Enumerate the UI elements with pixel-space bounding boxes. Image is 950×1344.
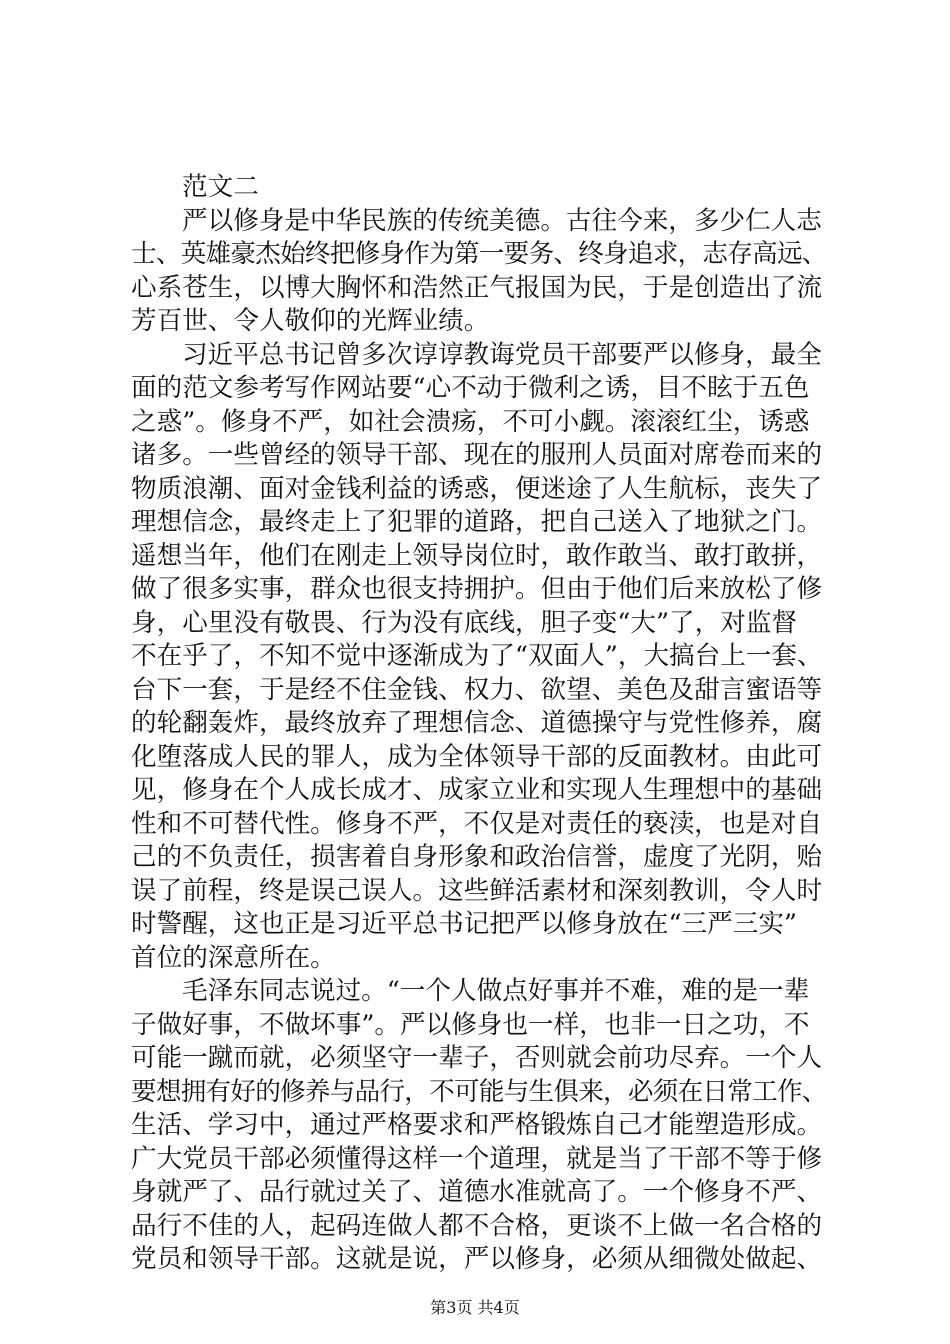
text-line: 遥想当年，他们在刚走上领导岗位时，敢作敢当、敢打敢拼，	[131, 540, 823, 571]
text-line: 严以修身是中华民族的传统美德。古往今来，多少仁人志	[182, 205, 822, 236]
text-line: 面的范文参考写作网站要“心不动于微利之诱，目不眩于五色	[131, 373, 810, 403]
text-line: 性和不可替代性。修身不严，不仅是对责任的亵渎，也是对自	[131, 808, 823, 839]
text-line: 士、英雄豪杰始终把修身作为第一要务、终身追求，志存高远、	[131, 239, 827, 269]
text-line: 见，修身在个人成长成才、成家立业和实现人生理想中的基础	[131, 775, 823, 805]
text-line: 党员和领导干部。这就是说，严以修身，必须从细微处做起、	[131, 1244, 823, 1274]
text-line: 生活、学习中，通过严格要求和严格锻炼自己才能塑造形成。	[131, 1110, 823, 1140]
document-body	[131, 171, 827, 1277]
text-line: 时警醒，这也正是习近平总书记把严以修身放在“三严三实”	[131, 909, 798, 939]
text-line: 误了前程，终是误己误人。这些鲜活素材和深刻教训，令人时	[131, 875, 823, 906]
text-line: 首位的深意所在。	[131, 942, 336, 973]
text-line: 台下一套，于是经不住金钱、权力、欲望、美色及甜言蜜语等	[131, 674, 823, 705]
text-line: 心系苍生，以博大胸怀和浩然正气报国为民，于是创造出了流	[131, 272, 823, 303]
text-line: 诸多。一些曾经的领导干部、现在的服刑人员面对席卷而来的	[131, 440, 823, 470]
text-line: 毛泽东同志说过。“一个人做点好事并不难，难的是一辈	[182, 976, 810, 1006]
text-line: 子做好事，不做坏事”。严以修身也一样，也非一日之功，不	[131, 1009, 810, 1040]
text-line: 不在乎了，不知不觉中逐渐成为了“双面人”，大搞台上一套、	[131, 641, 823, 671]
text-line: 的轮翻轰炸，最终放弃了理想信念、道德操守与党性修养，腐	[131, 708, 823, 738]
text-line: 芳百世、令人敬仰的光辉业绩。	[131, 306, 490, 336]
text-line: 身，心里没有敬畏、行为没有底线，胆子变“大”了，对监督	[131, 607, 798, 638]
text-line: 之惑”。修身不严，如社会溃疡，不可小觑。滚滚红尘，诱惑	[131, 406, 810, 437]
text-line: 化堕落成人民的罪人，成为全体领导干部的反面教材。由此可	[131, 741, 823, 772]
text-line: 理想信念，最终走上了犯罪的道路，把自己送入了地狱之门。	[131, 507, 823, 537]
page-number-footer: 第3页 共4页	[430, 1298, 520, 1317]
text-line: 可能一蹴而就，必须坚守一辈子，否则就会前功尽弃。一个人	[131, 1043, 823, 1073]
text-line: 范文二	[182, 172, 259, 202]
text-line: 品行不佳的人，起码连做人都不合格，更谈不上做一名合格的	[131, 1210, 823, 1241]
text-line: 己的不负责任，损害着自身形象和政治信誉，虚度了光阴，贻	[131, 842, 823, 872]
text-line: 身就严了、品行就过关了、道德水准就高了。一个修身不严、	[131, 1177, 823, 1207]
text-line: 做了很多实事，群众也很支持拥护。但由于他们后来放松了修	[131, 574, 823, 604]
text-line: 广大党员干部必须懂得这样一个道理，就是当了干部不等于修	[131, 1143, 823, 1174]
text-line: 物质浪潮、面对金钱利益的诱惑，便迷途了人生航标，丧失了	[131, 473, 823, 504]
text-line: 习近平总书记曾多次谆谆教诲党员干部要严以修身，最全	[182, 339, 822, 370]
text-line: 要想拥有好的修养与品行，不可能与生俱来，必须在日常工作、	[131, 1076, 827, 1107]
